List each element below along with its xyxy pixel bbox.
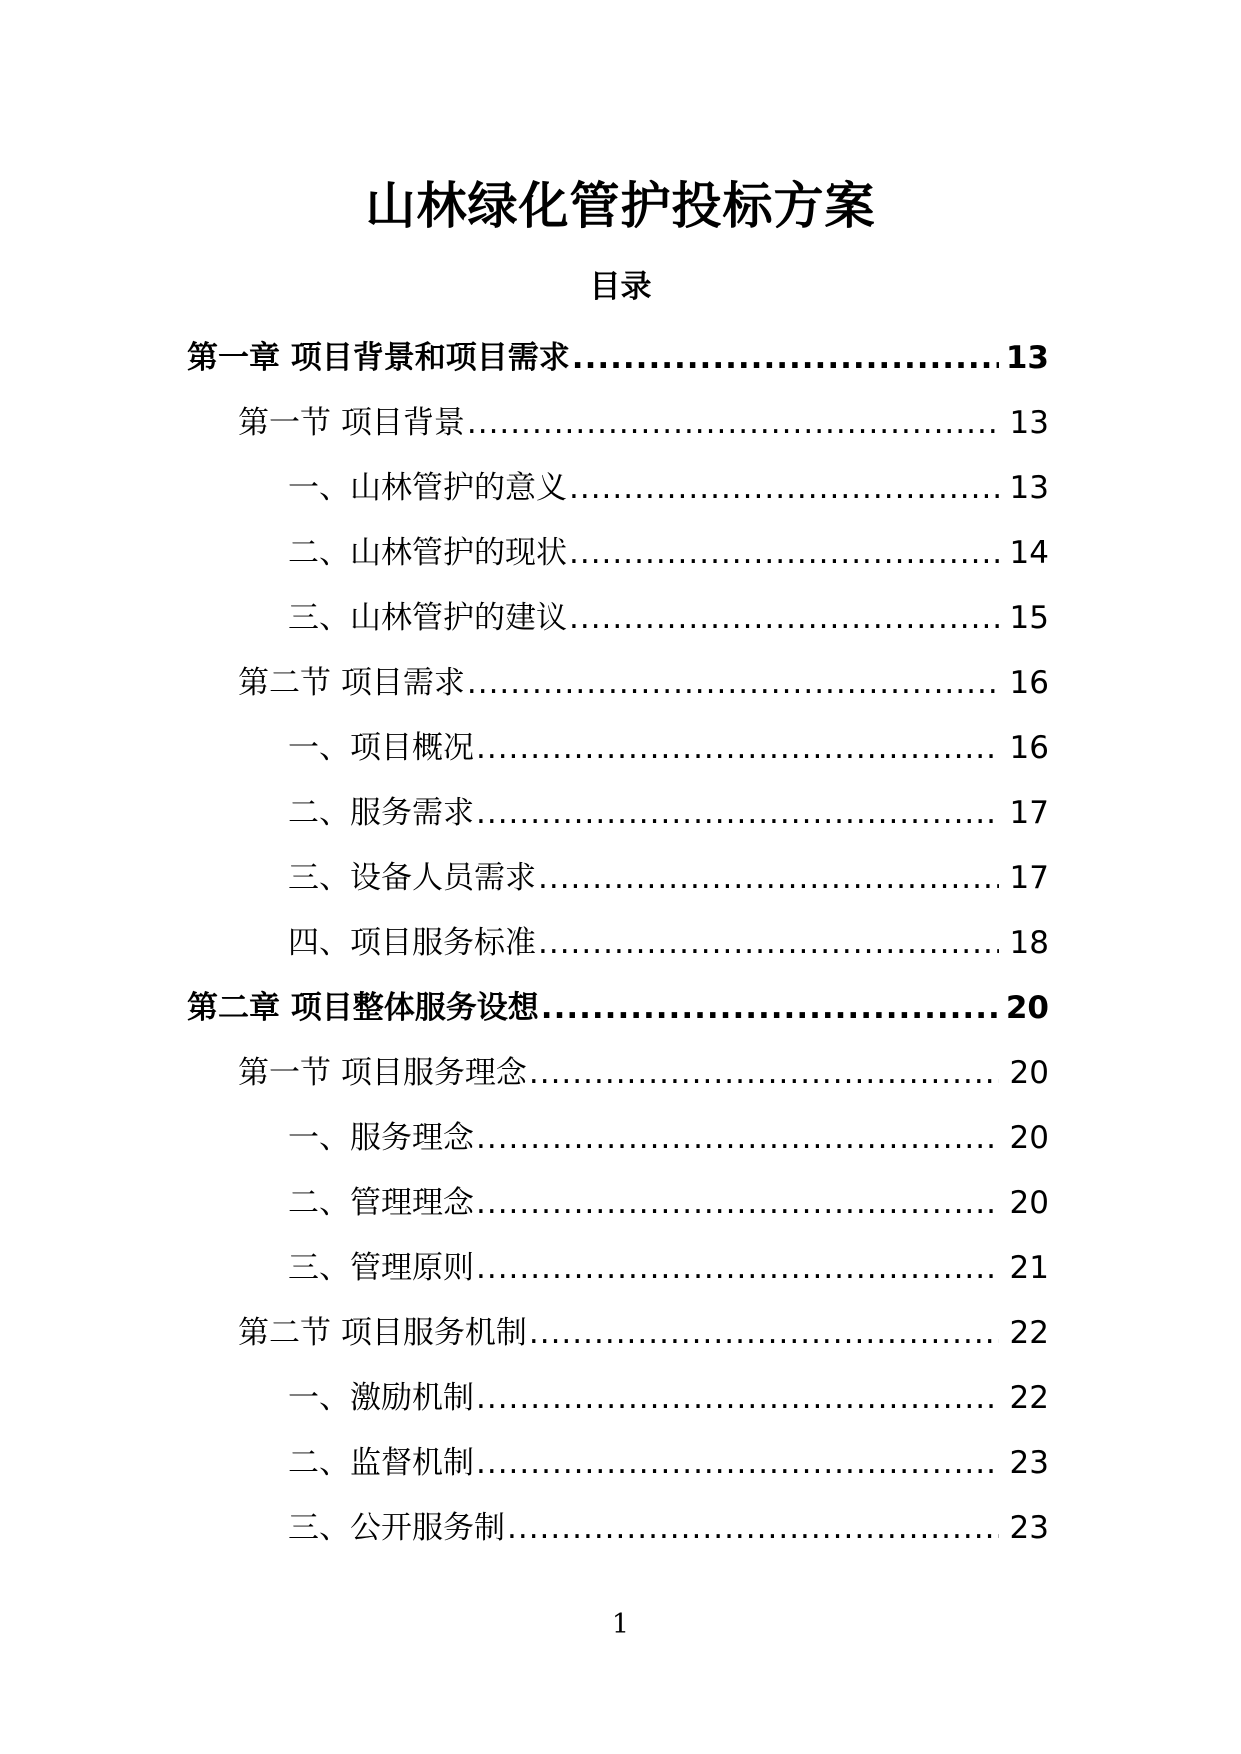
toc-entry-label: 一、服务理念 [288, 1119, 474, 1156]
toc-entry-label: 三、公开服务制 [288, 1509, 505, 1546]
toc-dot-leader [507, 1508, 999, 1548]
toc-dot-leader [476, 1183, 999, 1223]
toc-entry-label: 四、项目服务标准 [288, 924, 536, 961]
toc-entry-subsection[interactable] [0, 585, 1241, 650]
toc-entry-section[interactable] [0, 1300, 1241, 1365]
toc-entry-subsection[interactable] [0, 780, 1241, 845]
toc-dot-leader [476, 1378, 999, 1418]
toc-dot-leader [467, 403, 999, 443]
toc-entry-subsection[interactable] [0, 845, 1241, 910]
toc-entry-label: 三、设备人员需求 [288, 859, 536, 896]
toc-entry-label: 三、管理原则 [288, 1249, 474, 1286]
toc-entry-page: 13 [1009, 404, 1049, 441]
toc-dot-leader [572, 338, 999, 378]
toc-entry-label: 一、山林管护的意义 [288, 469, 567, 506]
toc-entry-subsection[interactable] [0, 910, 1241, 975]
document-title: 山林绿化管护投标方案 [365, 177, 876, 235]
toc-dot-leader [538, 923, 999, 963]
toc-entry-page: 16 [1009, 664, 1049, 701]
toc-entry-page: 15 [1009, 599, 1049, 636]
toc-entry-page: 17 [1009, 794, 1049, 831]
toc-entry-chapter[interactable] [0, 325, 1241, 390]
toc-entry-subsection[interactable] [0, 1105, 1241, 1170]
toc-entry-subsection[interactable] [0, 1170, 1241, 1235]
toc-entry-subsection[interactable] [0, 1430, 1241, 1495]
toc-dot-leader [538, 858, 999, 898]
page-number: 1 [611, 1609, 630, 1640]
toc-entry-label: 第一节 项目服务理念 [238, 1054, 527, 1091]
toc-entry-section[interactable] [0, 1040, 1241, 1105]
toc-dot-leader [476, 793, 999, 833]
toc-dot-leader [476, 1118, 999, 1158]
toc-dot-leader [476, 1443, 999, 1483]
toc-entry-chapter[interactable] [0, 975, 1241, 1040]
toc-entry-page: 13 [1005, 339, 1049, 376]
table-of-contents [0, 325, 1241, 1560]
toc-entry-page: 20 [1009, 1054, 1049, 1091]
toc-dot-leader [569, 533, 999, 573]
toc-dot-leader [569, 598, 999, 638]
toc-entry-page: 16 [1009, 729, 1049, 766]
toc-entry-page: 13 [1009, 469, 1049, 506]
toc-dot-leader [541, 988, 999, 1028]
toc-entry-label: 第二节 项目服务机制 [238, 1314, 527, 1351]
toc-heading: 目录 [589, 269, 652, 305]
toc-entry-page: 20 [1009, 1119, 1049, 1156]
toc-entry-page: 20 [1005, 989, 1049, 1026]
toc-dot-leader [476, 728, 999, 768]
toc-entry-page: 22 [1009, 1314, 1049, 1351]
toc-entry-label: 一、项目概况 [288, 729, 474, 766]
toc-entry-page: 20 [1009, 1184, 1049, 1221]
toc-entry-page: 22 [1009, 1379, 1049, 1416]
toc-dot-leader [476, 1248, 999, 1288]
toc-entry-page: 21 [1009, 1249, 1049, 1286]
toc-entry-page: 23 [1009, 1444, 1049, 1481]
toc-dot-leader [529, 1053, 999, 1093]
toc-entry-page: 18 [1009, 924, 1049, 961]
toc-entry-label: 第一节 项目背景 [238, 404, 465, 441]
toc-entry-page: 14 [1009, 534, 1049, 571]
toc-entry-label: 二、管理理念 [288, 1184, 474, 1221]
toc-entry-label: 第二章 项目整体服务设想 [187, 989, 539, 1026]
toc-entry-label: 三、山林管护的建议 [288, 599, 567, 636]
toc-entry-section[interactable] [0, 650, 1241, 715]
toc-entry-label: 二、服务需求 [288, 794, 474, 831]
toc-dot-leader [529, 1313, 999, 1353]
toc-entry-label: 第一章 项目背景和项目需求 [187, 339, 570, 376]
toc-entry-subsection[interactable] [0, 520, 1241, 585]
toc-entry-subsection[interactable] [0, 1495, 1241, 1560]
toc-dot-leader [467, 663, 999, 703]
toc-entry-label: 二、山林管护的现状 [288, 534, 567, 571]
toc-entry-label: 二、监督机制 [288, 1444, 474, 1481]
toc-entry-subsection[interactable] [0, 1235, 1241, 1300]
toc-entry-label: 第二节 项目需求 [238, 664, 465, 701]
toc-entry-section[interactable] [0, 390, 1241, 455]
toc-entry-page: 23 [1009, 1509, 1049, 1546]
toc-entry-subsection[interactable] [0, 1365, 1241, 1430]
toc-dot-leader [569, 468, 999, 508]
toc-entry-subsection[interactable] [0, 455, 1241, 520]
toc-entry-label: 一、激励机制 [288, 1379, 474, 1416]
toc-entry-subsection[interactable] [0, 715, 1241, 780]
toc-entry-page: 17 [1009, 859, 1049, 896]
